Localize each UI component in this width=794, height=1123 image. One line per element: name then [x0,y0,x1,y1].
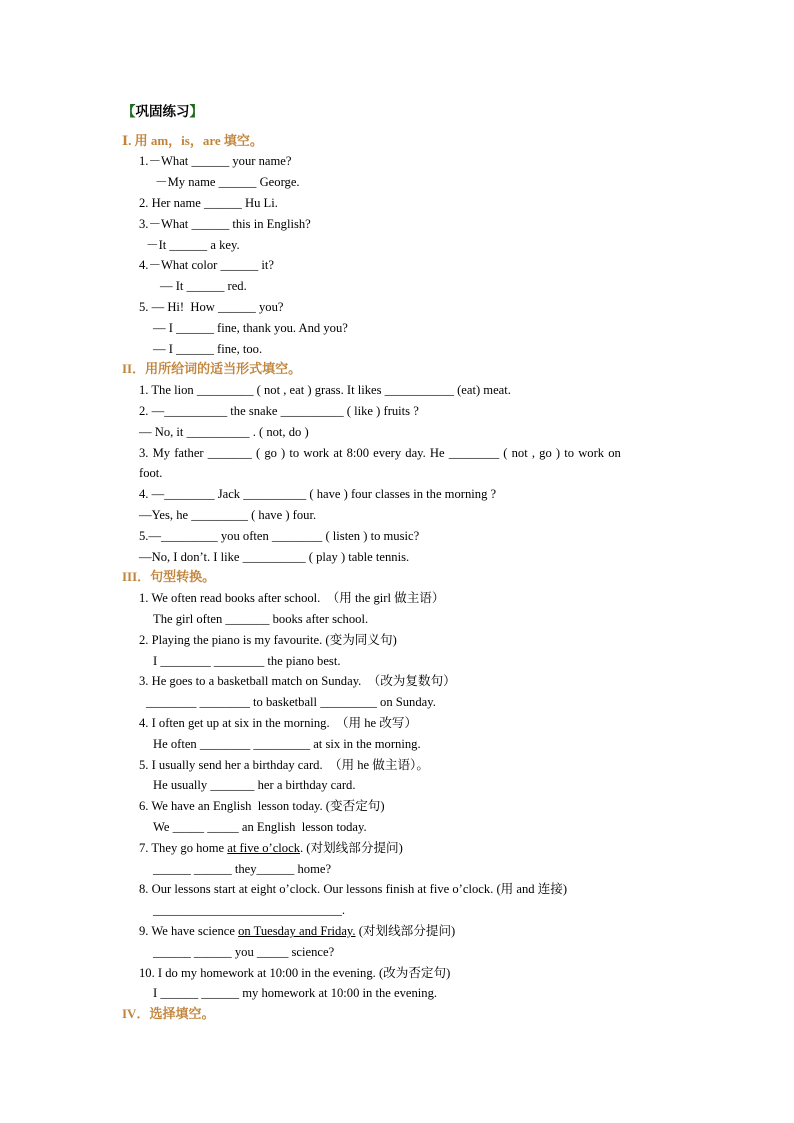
part2-line: —No, I don’t. I like __________ ( play ) table tennis. [139,550,410,564]
underlined-phrase: on Tuesday and Friday. [238,924,356,938]
part3-line: 8. Our lessons start at eight o’clock. Our lessons finish at five o’clock. (用 and 连接) [139,882,568,896]
part3-line [139,840,403,856]
part1-line: — I ______ fine, thank you. And you? [153,321,348,335]
part3-line: 4. I often get up at six in the morning. （用 he 改写） [139,716,418,730]
part2-line: 2. —__________ the snake __________ ( like ) fruits ? [139,404,419,418]
part3-line: 5. I usually send her a birthday card. （用 he 做主语）。 [139,758,429,772]
part1-line: －My name ______ George. [155,175,300,189]
part1-line: 2. Her name ______ Hu Li. [139,196,278,210]
title-close-bracket: 】 [189,104,203,119]
underlined-phrase: at five o’clock [227,841,300,855]
part3-line-text: 7. They go home [139,841,228,855]
part3-line: 1. We often read books after school. （用 the girl 做主语） [139,591,445,605]
part3-line [139,923,455,939]
part1-line: 3.－What ______ this in English? [139,217,311,231]
part2-line: 5.—_________ you often ________ ( listen ) to music? [139,529,420,543]
part3-line: I ________ ________ the piano best. [153,654,341,668]
section-4-heading: IV．选择填空。 [122,1006,215,1021]
part2-line: —Yes, he _________ ( have ) four. [139,508,317,522]
part3-line-text: . (对划线部分提问) [300,841,403,855]
part1-line: 1.－What ______ your name? [139,154,292,168]
section-2-heading: II．用所给词的适当形式填空。 [122,361,302,376]
part3-line: 10. I do my homework at 10:00 in the evening. (改为否定句) [139,966,451,980]
part3-line: ________ ________ to basketball _________ on Sunday. [146,695,436,709]
part3-line: ______ ______ you _____ science? [153,945,335,959]
part3-line: ______ ______ they______ home? [153,862,332,876]
part3-line-text: 9. We have science [139,924,239,938]
section-3-heading: III．句型转换。 [122,569,216,584]
part1-line: — It ______ red. [160,279,247,293]
part3-line: He usually _______ her a birthday card. [153,778,356,792]
part2-line: 3. My father _______ ( go ) to work at 8:00 every day. He ________ ( not , go ) to work on [139,446,621,460]
part1-line: 5. — Hi! How ______ you? [139,300,284,314]
part2-line: 1. The lion _________ ( not , eat ) grass. It likes ___________ (eat) meat. [139,383,511,397]
part3-line: 3. He goes to a basketball match on Sunday. （改为复数句） [139,674,456,688]
title-open-bracket: 【 [122,104,136,119]
part1-line: 4.－What color ______ it? [139,258,275,272]
part3-line: I ______ ______ my homework at 10:00 in the evening. [153,986,438,1000]
part3-line: The girl often _______ books after school. [153,612,369,626]
part3-line: He often ________ _________ at six in the morning. [153,737,421,751]
part3-line: 2. Playing the piano is my favourite. (变为同义句) [139,633,397,647]
part1-line: — I ______ fine, too. [153,342,263,356]
part3-line: We _____ _____ an English lesson today. [153,820,367,834]
title-text: 巩固练习 [135,104,190,119]
part3-line: ______________________________. [153,903,346,917]
part2-line: foot. [139,466,163,480]
part3-line: 6. We have an English lesson today. (变否定句) [139,799,385,813]
section-1-heading: Ⅰ. 用 am，is，are 填空。 [122,133,263,148]
part2-line: — No, it __________ . ( not, do ) [139,425,309,439]
worksheet-title [122,104,203,120]
part2-line: 4. —________ Jack __________ ( have ) four classes in the morning ? [139,487,497,501]
part1-line: －It ______ a key. [146,238,240,252]
part3-line-text: (对划线部分提问) [355,924,456,938]
